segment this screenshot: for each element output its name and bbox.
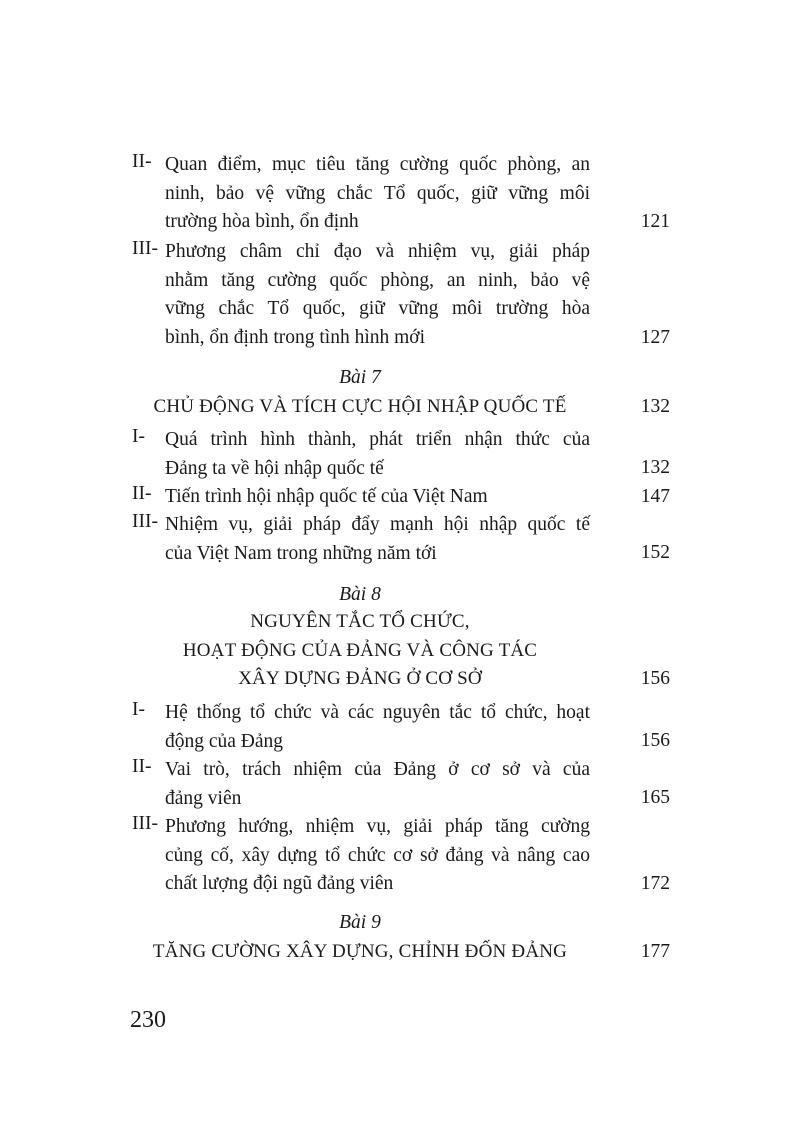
lesson-page-number: 177	[640, 941, 670, 962]
entry-text	[165, 756, 590, 813]
entry-line: Phương hướng, nhiệm vụ, giải pháp tăng cường	[165, 816, 590, 837]
entry-text	[165, 151, 590, 237]
lesson-title-line: HOẠT ĐỘNG CỦA ĐẢNG VÀ CÔNG TÁC	[182, 640, 538, 661]
toc-entry	[132, 756, 670, 813]
lesson-title-line: NGUYÊN TẮC TỔ CHỨC,	[250, 611, 470, 632]
toc-entry	[132, 699, 670, 756]
entry-page-number: 127	[640, 327, 670, 348]
entry-text	[165, 699, 590, 756]
entry-text	[165, 511, 590, 568]
lesson-title-line: XÂY DỰNG ĐẢNG Ở CƠ SỞ	[238, 668, 482, 689]
entry-line: đảng viên	[165, 787, 242, 809]
entry-page-number: 172	[640, 873, 670, 894]
lesson-title: CHỦ ĐỘNG VÀ TÍCH CỰC HỘI NHẬP QUỐC TẾ	[153, 396, 567, 417]
entry-page-number: 165	[640, 787, 670, 808]
entry-numeral: III-	[132, 238, 158, 259]
entry-text	[165, 426, 590, 483]
entry-numeral: II-	[132, 151, 152, 172]
entry-line: Quá trình hình thành, phát triển nhận thức của	[165, 429, 590, 450]
entry-text	[165, 483, 590, 512]
entry-line: nhằm tăng cường quốc phòng, an ninh, bảo vệ	[165, 269, 590, 291]
toc-entry	[132, 151, 670, 237]
lesson-page-number: 156	[640, 668, 670, 689]
entry-line: củng cố, xây dựng tổ chức cơ sở đảng và nâng cao	[165, 844, 590, 866]
entry-line: chất lượng đội ngũ đảng viên	[165, 873, 394, 894]
entry-line: Quan điểm, mục tiêu tăng cường quốc phòng, an	[165, 154, 590, 175]
toc-entry	[132, 511, 670, 568]
entry-page-number: 121	[640, 211, 670, 232]
toc-entry	[132, 238, 670, 352]
entry-line: Đảng ta về hội nhập quốc tế	[165, 457, 384, 479]
toc-entry	[132, 813, 670, 899]
lesson-title: TĂNG CƯỜNG XÂY DỰNG, CHỈNH ĐỐN ĐẢNG	[152, 941, 568, 962]
entry-line: Vai trò, trách nhiệm của Đảng ở cơ sở và của	[165, 759, 590, 780]
entry-text	[165, 813, 590, 899]
entry-text	[165, 238, 590, 352]
entry-line: động của Đảng	[165, 730, 284, 752]
lesson-label: Bài 9	[339, 912, 381, 933]
entry-line: trường hòa bình, ổn định	[165, 211, 359, 232]
entry-numeral: I-	[132, 426, 145, 447]
entry-line: ninh, bảo vệ vững chắc Tổ quốc, giữ vững môi	[165, 182, 590, 204]
entry-page-number: 132	[640, 457, 670, 478]
entry-numeral: II-	[132, 756, 152, 777]
toc-entry	[132, 426, 670, 483]
entry-line: bình, ổn định trong tình hình mới	[165, 326, 426, 348]
entry-numeral: III-	[132, 813, 158, 834]
entry-page-number: 147	[640, 486, 670, 507]
entry-line: Hệ thống tổ chức và các nguyên tắc tổ chức, hoạt	[165, 702, 590, 723]
entry-line: Phương châm chỉ đạo và nhiệm vụ, giải pháp	[165, 241, 590, 262]
entry-numeral: III-	[132, 511, 158, 532]
entry-line: Tiến trình hội nhập quốc tế của Việt Nam	[165, 486, 488, 507]
entry-numeral: I-	[132, 699, 145, 720]
lesson-page-number: 132	[640, 396, 670, 417]
entry-line: vững chắc Tổ quốc, giữ vững môi trường hòa	[165, 298, 590, 319]
entry-page-number: 156	[640, 730, 670, 751]
page-number: 230	[130, 1007, 166, 1033]
toc-entry	[132, 483, 670, 512]
entry-numeral: II-	[132, 483, 152, 504]
entry-page-number: 152	[640, 542, 670, 563]
entry-line: của Việt Nam trong những năm tới	[165, 542, 437, 564]
lesson-label: Bài 8	[339, 584, 381, 605]
entry-line: Nhiệm vụ, giải pháp đẩy mạnh hội nhập quốc tế	[165, 514, 590, 535]
lesson-label: Bài 7	[339, 367, 381, 388]
